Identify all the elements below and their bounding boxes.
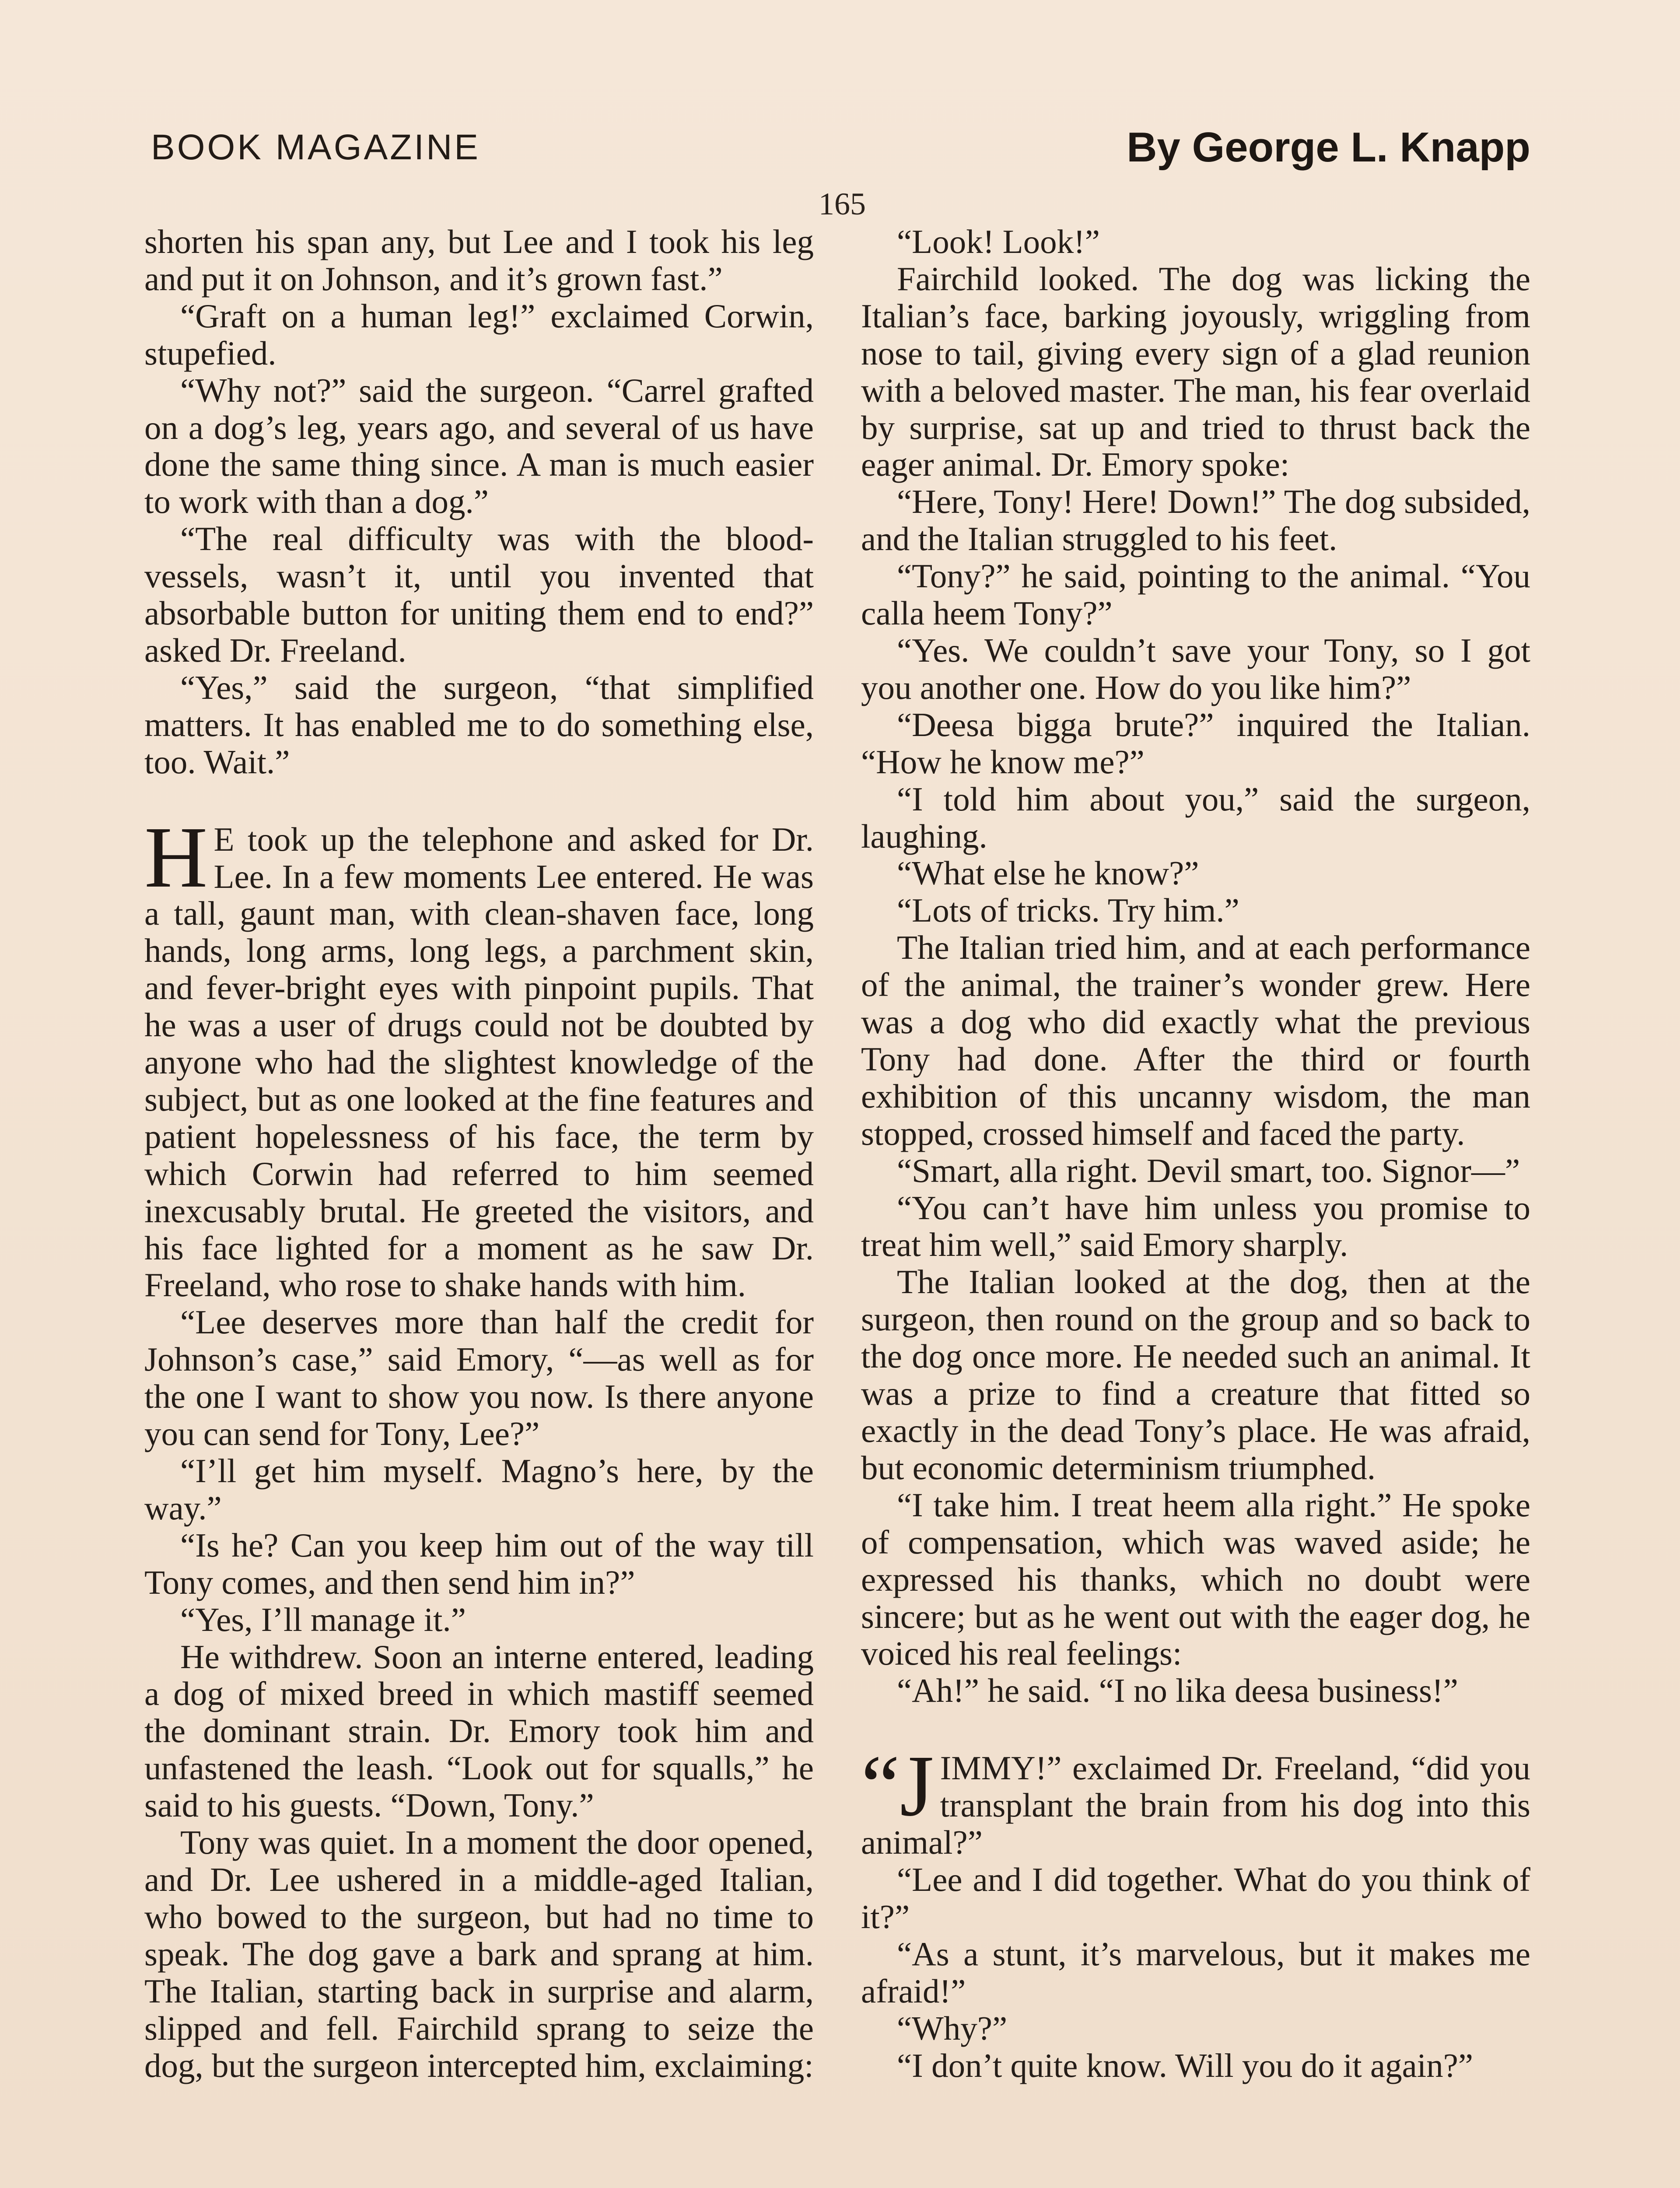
paragraph: “I take him. I treat heem alla right.” He spoke of compensation, which was waved aside; he expressed his thanks, which no doubt were sincere; but as he went out with the eager dog, he voiced his real feelings: <box>861 1486 1530 1673</box>
paragraph: “Deesa bigga brute?” inquired the Italian. “How he know me?” <box>861 705 1530 781</box>
paragraph: “Ah!” he said. “I no lika deesa business!” <box>897 1672 1458 1710</box>
paragraph: “Lots of tricks. Try him.” <box>897 891 1239 929</box>
paragraph: Fairchild looked. The dog was licking the Italian’s face, barking joyously, wriggling from nose to tail, giving every sign of a glad reunion with a beloved master. The man, his fear overlaid by surprise, sat up and tried to thrust back the eager animal. Dr. Emory spoke: <box>861 259 1530 484</box>
paragraph: “The real difficulty was with the blood-vessels, wasn’t it, until you invented that absorbable button for uniting them end to end?” asked Dr. Freeland. <box>144 520 814 669</box>
paragraph: “I told him about you,” said the surgeon, laughing. <box>861 780 1530 855</box>
paragraph: “Look! Look!” <box>897 223 1100 260</box>
paragraph: The Italian tried him, and at each performance of the animal, the trainer’s wonder grew. Here was a dog who did exactly what the previous Tony had done. After the third or fourth exhibition of this uncanny wisdom, the man stopped, crossed himself and faced the party. <box>861 929 1530 1152</box>
paragraph: “Lee and I did together. What do you think of it?” <box>861 1860 1530 1936</box>
paragraph: “As a stunt, it’s marvelous, but it makes me afraid!” <box>861 1935 1530 2010</box>
paragraph: “I’ll get him myself. Magno’s here, by the way.” <box>144 1452 814 1527</box>
paragraph-text: E took up the telephone and asked for Dr. Lee. In a few moments Lee entered. He was a tall, gaunt man, with clean-shaven face, long hands, long arms, long legs, a parchment skin, and fever-bright eyes with pinpoint pupils. That he was a user of drugs could not be doubted by anyone who had the slightest knowledge of the subject, but as one looked at the fine features and patient hopelessness of his face, the term by which Corwin had referred to him seemed inexcusably brutal. He greeted the visitors, and his face lighted for a moment as he saw Dr. Freeland, who rose to shake hands with him. <box>144 820 814 1304</box>
right-column <box>861 223 1530 2084</box>
paragraph: “Is he? Can you keep him out of the way till Tony comes, and then send him in?” <box>144 1526 814 1601</box>
drop-cap: H <box>144 809 208 906</box>
left-column <box>144 223 814 2084</box>
paragraph: “Here, Tony! Here! Down!” The dog subsided, and the Italian struggled to his feet. <box>861 483 1530 558</box>
paragraph: “Why?” <box>897 2009 1008 2047</box>
paragraph: “Tony?” he said, pointing to the animal. “You calla heem Tony?” <box>861 557 1530 632</box>
paragraph: Tony was quiet. In a moment the door opened, and Dr. Lee ushered in a middle-aged Italian, who bowed to the surgeon, but had no time to speak. The dog gave a bark and sprang at him. The Italian, starting back in surprise and alarm, slipped and fell. Fairchild sprang to seize the dog, but the surgeon intercepted him, exclaiming: <box>144 1823 814 2084</box>
section-paragraph <box>144 809 814 1304</box>
paragraph-text: IMMY!” exclaimed Dr. Freeland, “did you transplant the brain from his dog into this animal?” <box>861 1749 1530 1862</box>
paragraph: “Smart, alla right. Devil smart, too. Signor—” <box>897 1151 1520 1189</box>
paragraph: “Yes. We couldn’t save your Tony, so I got you another one. How do you like him?” <box>861 631 1530 706</box>
paragraph: “What else he know?” <box>897 854 1199 892</box>
drop-cap: “J <box>861 1738 934 1835</box>
paragraph: “Yes, I’ll manage it.” <box>180 1600 466 1638</box>
magazine-title: BOOK MAGAZINE <box>151 127 480 167</box>
paragraph: “Why not?” said the surgeon. “Carrel grafted on a dog’s leg, years ago, and several of us have done the same thing since. A man is much easier to work with than a dog.” <box>144 371 814 521</box>
section-paragraph <box>861 1738 1530 1862</box>
paragraph: “I don’t quite know. Will you do it again?” <box>897 2046 1474 2084</box>
paragraph: “Graft on a human leg!” exclaimed Corwin, stupefied. <box>144 297 814 372</box>
author-byline: By George L. Knapp <box>1127 124 1530 171</box>
paragraph: “Lee deserves more than half the credit for Johnson’s case,” said Emory, “—as well as for the one I want to show you now. Is there anyone you can send for Tony, Lee?” <box>144 1303 814 1453</box>
paragraph: He withdrew. Soon an interne entered, leading a dog of mixed breed in which mastiff seemed the dominant strain. Dr. Emory took him and unfastened the leash. “Look out for squalls,” he said to his guests. “Down, Tony.” <box>144 1637 814 1824</box>
page-number: 165 <box>819 186 866 221</box>
paragraph: “Yes,” said the surgeon, “that simplified matters. It has enabled me to do something else, too. Wait.” <box>144 668 814 781</box>
paragraph: shorten his span any, but Lee and I took his leg and put it on Johnson, and it’s grown fast.” <box>144 223 814 298</box>
paragraph: “You can’t have him unless you promise to treat him well,” said Emory sharply. <box>861 1189 1530 1264</box>
paragraph: The Italian looked at the dog, then at the surgeon, then round on the group and so back to the dog once more. He needed such an animal. It was a prize to find a creature that fitted so exactly in the dead Tony’s place. He was afraid, but economic determinism triumphed. <box>861 1263 1530 1487</box>
